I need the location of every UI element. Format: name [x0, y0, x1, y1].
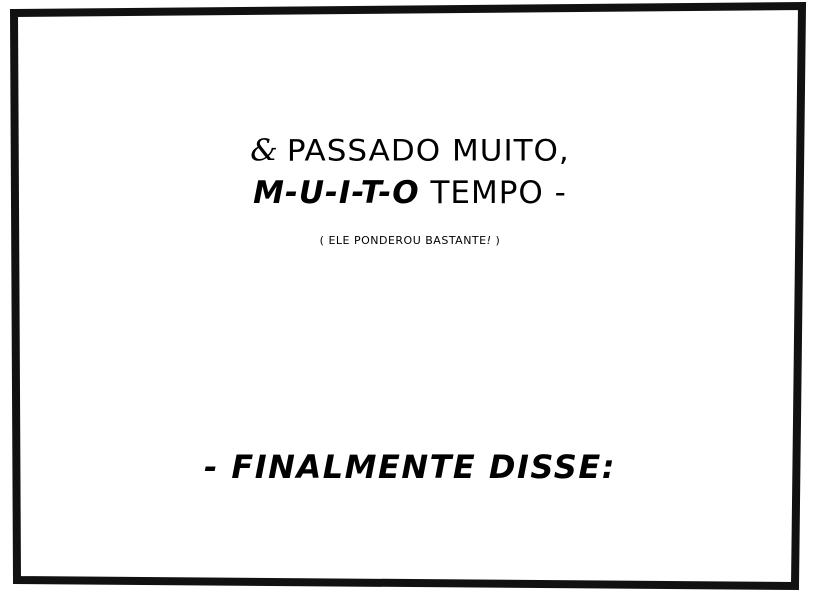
aside-close: ) [491, 234, 501, 247]
caption-line-2-text: TEMPO - [430, 175, 567, 211]
caption-line-2 [0, 175, 820, 211]
final-caption: - FINALMENTE DISSE: [203, 448, 616, 486]
caption-line-1-text: PASSADO MUITO, [286, 133, 570, 169]
aside-open: ( ELE PONDEROU BASTANTE [319, 234, 487, 247]
caption-line-1 [0, 134, 820, 168]
aside-bang: ! [486, 234, 492, 247]
emphasis-word: M-U-I-T-O [253, 175, 420, 211]
ampersand-glyph: & [250, 133, 279, 169]
aside-note [0, 234, 820, 247]
